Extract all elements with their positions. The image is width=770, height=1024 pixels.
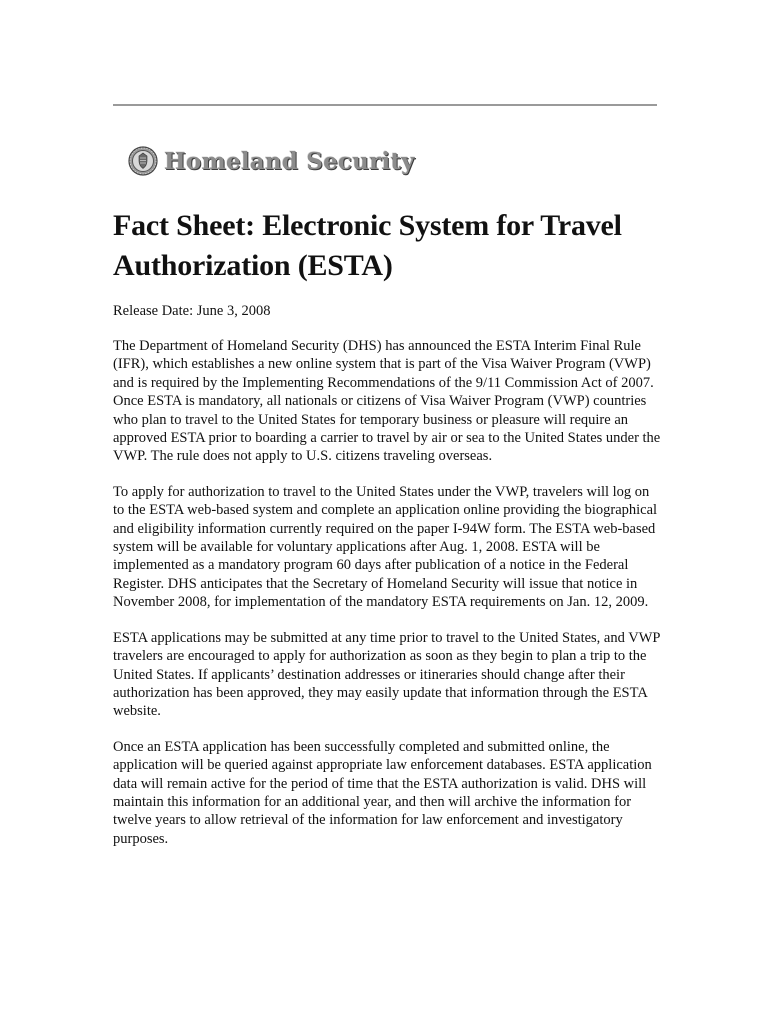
paragraph-data-retention: Once an ESTA application has been successfully completed and submitted online, the application will be queried against appropriate law enforcement databases. ESTA application data will remain active for the period of time that the ESTA authorization is valid. DHS will maintain this information for an additional year, and then will archive the information for twelve years to allow retrieval of the information for law enforcement and investigatory purposes. xyxy=(113,738,652,847)
paragraph-timing: ESTA applications may be submitted at any time prior to travel to the United States, and VWP travelers are encouraged to apply for authorization as soon as they begin to plan a trip to the United States. If applicants’ destination addresses or itineraries should change after their authorization has been approved, they may easily update that information through the ESTA website. xyxy=(113,629,660,720)
release-date: Release Date: June 3, 2008 xyxy=(113,303,271,319)
paragraph-application: To apply for authorization to travel to the United States under the VWP, travelers will log on to the ESTA web-based system and complete an application online providing the biographical and eligibility information currently required on the paper I-94W form. The ESTA web-based system will be available for voluntary applications after Aug. 1, 2008. ESTA will be implemented as a mandatory program 60 days after publication of a notice in the Federal Register. DHS anticipates that the Secretary of Homeland Security will issue that notice in November 2008, for implementation of the mandatory ESTA requirements on Jan. 12, 2009. xyxy=(113,483,658,611)
page-title: Fact Sheet: Electronic System for Travel Authorization (ESTA) xyxy=(113,209,622,282)
logo-wordmark: Homeland Security xyxy=(164,147,415,175)
header-divider xyxy=(113,104,657,106)
dhs-seal-icon xyxy=(128,146,158,176)
homeland-security-logo xyxy=(128,143,415,179)
document-body xyxy=(113,206,661,848)
paragraph-intro: The Department of Homeland Security (DHS) has announced the ESTA Interim Final Rule (IFR), which establishes a new online system that is part of the Visa Waiver Program (VWP) and is required by the Implementing Recommendations of the 9/11 Commission Act of 2007. Once ESTA is mandatory, all nationals or citizens of Visa Waiver Program (VWP) countries who plan to travel to the United States for temporary business or pleasure will require an approved ESTA prior to boarding a carrier to travel by air or sea to the United States under the VWP. The rule does not apply to U.S. citizens traveling overseas. xyxy=(113,338,661,465)
